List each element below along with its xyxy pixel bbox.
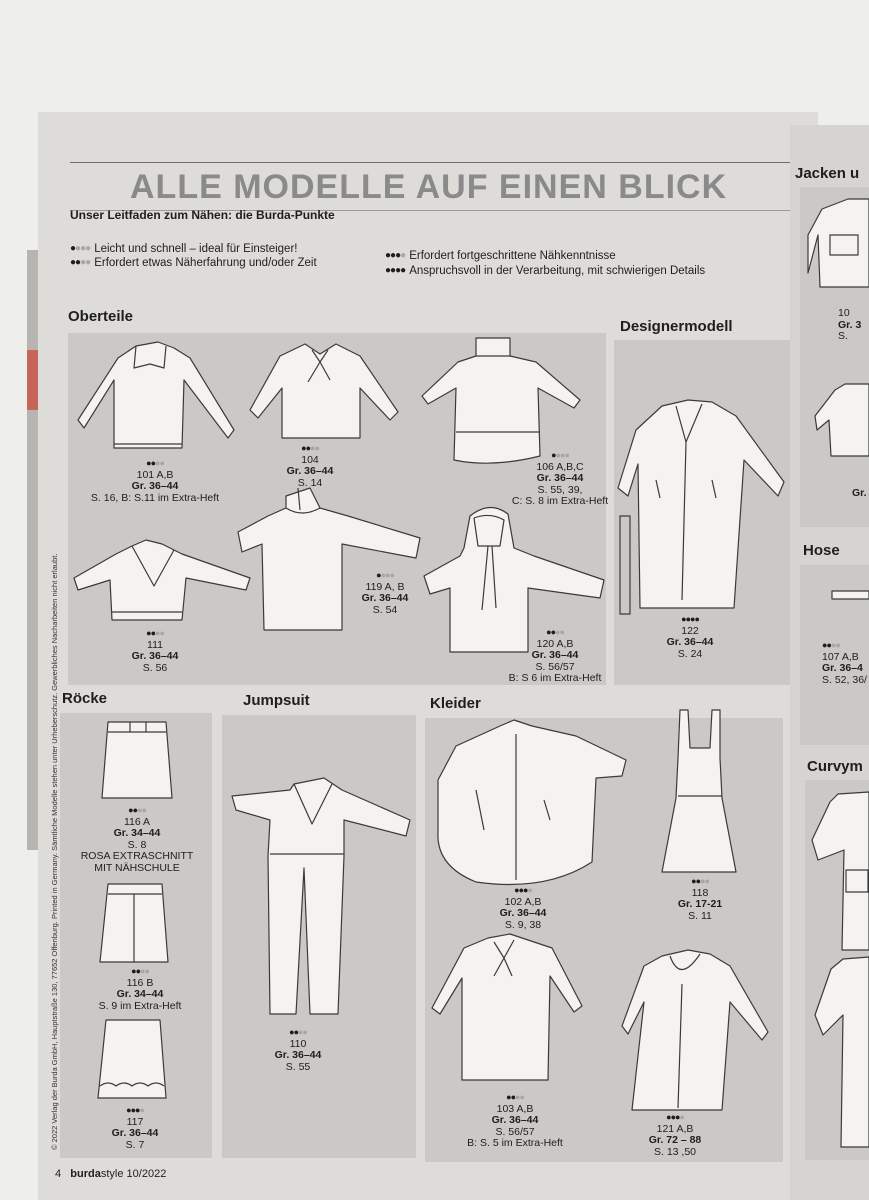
garment-111-sketch xyxy=(74,540,254,628)
dot-filled-icon: ● xyxy=(551,450,556,460)
dot-filled-icon: ● xyxy=(135,966,140,976)
dot-empty-icon: ● xyxy=(515,1092,520,1102)
dot-empty-icon: ● xyxy=(555,450,560,460)
garment-110-sketch xyxy=(232,778,412,1022)
page-footer xyxy=(55,1168,166,1180)
difficulty-dots xyxy=(345,570,425,582)
dot-filled-icon: ● xyxy=(518,885,523,895)
difficulty-dots xyxy=(483,885,563,897)
difficulty-dots xyxy=(385,265,405,276)
dot-empty-icon: ● xyxy=(314,443,319,453)
dot-empty-icon: ● xyxy=(144,966,149,976)
difficulty-dots xyxy=(72,805,202,817)
dot-empty-icon: ● xyxy=(389,570,394,580)
page-subtitle: Unser Leitfaden zum Nähen: die Burda-Punkte xyxy=(70,208,335,222)
garment-104-sketch xyxy=(250,338,400,443)
dot-empty-icon: ● xyxy=(679,1112,684,1122)
dot-filled-icon: ● xyxy=(694,614,699,624)
dot-empty-icon: ● xyxy=(298,1027,303,1037)
dot-filled-icon: ● xyxy=(146,628,151,638)
label-model-121: ●●●● 121 A,B Gr. 72 – 88 S. 13 ,50 xyxy=(635,1112,715,1158)
difficulty-dots xyxy=(385,250,405,261)
dot-filled-icon: ● xyxy=(301,443,306,453)
dot-filled-icon: ● xyxy=(666,1112,671,1122)
dot-empty-icon: ● xyxy=(700,876,705,886)
difficulty-dots xyxy=(110,628,200,640)
garment-101-sketch xyxy=(78,338,238,456)
label-model-118: ●●●● 118 Gr. 17-21 S. 11 xyxy=(660,876,740,922)
dot-filled-icon: ● xyxy=(400,265,406,276)
dot-empty-icon: ● xyxy=(155,628,160,638)
dot-filled-icon: ● xyxy=(376,570,381,580)
dot-filled-icon: ● xyxy=(690,614,695,624)
page-title: ALLE MODELLE AUF EINEN BLICK xyxy=(130,168,728,206)
dot-filled-icon: ● xyxy=(305,443,310,453)
dot-filled-icon: ● xyxy=(510,1092,515,1102)
dot-empty-icon: ● xyxy=(555,627,560,637)
background-strip xyxy=(27,250,38,850)
garment-curvy-dress-partial xyxy=(815,955,869,1150)
dot-filled-icon: ● xyxy=(75,257,81,268)
dot-empty-icon: ● xyxy=(141,805,146,815)
dot-filled-icon: ● xyxy=(390,250,396,261)
dot-empty-icon: ● xyxy=(400,250,406,261)
section-oberteile: Oberteile xyxy=(68,308,134,325)
dot-empty-icon: ● xyxy=(75,243,81,254)
title-rule-top xyxy=(70,162,790,163)
dot-filled-icon: ● xyxy=(826,640,831,650)
difficulty-dots xyxy=(490,450,630,462)
difficulty-dots xyxy=(495,627,615,639)
section-roecke: Röcke xyxy=(62,690,108,707)
legend-item-2: ●●●● Erfordert etwas Näherfahrung und/oder Zeit xyxy=(70,257,317,269)
dot-empty-icon: ● xyxy=(155,458,160,468)
dot-filled-icon: ● xyxy=(685,614,690,624)
dot-empty-icon: ● xyxy=(560,450,565,460)
dot-filled-icon: ● xyxy=(385,250,391,261)
legend-item-1: ●●●● Leicht und schnell – ideal für Einsteiger! xyxy=(70,243,298,255)
dot-filled-icon: ● xyxy=(390,265,396,276)
label-model-116a: ●●●● 116 A Gr. 34–44 S. 8 ROSA EXTRASCHNITT MIT NÄHSCHULE xyxy=(72,805,202,874)
dot-filled-icon: ● xyxy=(681,614,686,624)
dot-filled-icon: ● xyxy=(135,1105,140,1115)
brand-name: style xyxy=(100,1168,124,1180)
garment-121-sketch xyxy=(622,950,772,1112)
dot-filled-icon: ● xyxy=(146,458,151,468)
dot-filled-icon: ● xyxy=(130,1105,135,1115)
dot-filled-icon: ● xyxy=(126,1105,131,1115)
dot-empty-icon: ● xyxy=(80,257,86,268)
dot-filled-icon: ● xyxy=(70,257,76,268)
dot-empty-icon: ● xyxy=(159,458,164,468)
copyright-notice: © 2022 Verlag der Burda GmbH, Hauptstraße 130, 77652 Offenburg. Printed in Germany. Sämtliche Modelle stehen unter Urheberschutz. Gewerbliches Nacharbeiten nicht erlaubt. xyxy=(50,553,59,1150)
garment-118-sketch xyxy=(660,708,740,874)
difficulty-dots xyxy=(70,243,90,254)
dot-empty-icon: ● xyxy=(137,805,142,815)
dot-empty-icon: ● xyxy=(310,443,315,453)
dot-empty-icon: ● xyxy=(85,243,91,254)
dot-filled-icon: ● xyxy=(131,966,136,976)
background-strip-red xyxy=(27,350,38,410)
label-model-106: ●●●● 106 A,B,C Gr. 36–44 S. 55, 39, C: S. 8 im Extra-Heft xyxy=(490,450,630,508)
dot-filled-icon: ● xyxy=(70,243,76,254)
brand-bold: burda xyxy=(70,1168,101,1180)
label-model-side-2: Gr. xyxy=(852,487,867,499)
dot-empty-icon: ● xyxy=(519,1092,524,1102)
garment-116b-sketch xyxy=(98,880,174,964)
difficulty-dots xyxy=(270,443,350,455)
dot-empty-icon: ● xyxy=(527,885,532,895)
dot-filled-icon: ● xyxy=(150,458,155,468)
dot-filled-icon: ● xyxy=(132,805,137,815)
dot-filled-icon: ● xyxy=(395,250,401,261)
difficulty-dots xyxy=(655,614,725,626)
dot-filled-icon: ● xyxy=(550,627,555,637)
label-model-111: ●●●● 111 Gr. 36–44 S. 56 xyxy=(110,628,200,674)
difficulty-dots xyxy=(822,640,869,652)
dot-filled-icon: ● xyxy=(670,1112,675,1122)
difficulty-dots xyxy=(635,1112,715,1124)
label-model-120: ●●●● 120 A,B Gr. 36–44 S. 56/57 B: S 6 im Extra-Heft xyxy=(495,627,615,685)
label-model-101: ●●●● 101 A,B Gr. 36–44 S. 16, B: S.11 im Extra-Heft xyxy=(70,458,240,504)
dot-filled-icon: ● xyxy=(523,885,528,895)
label-model-107: ●●●● 107 A,B Gr. 36–4 S. 52, 36/ xyxy=(822,640,869,686)
garment-top-partial xyxy=(815,380,869,460)
dot-filled-icon: ● xyxy=(289,1027,294,1037)
dot-filled-icon: ● xyxy=(293,1027,298,1037)
dot-empty-icon: ● xyxy=(140,966,145,976)
dot-filled-icon: ● xyxy=(385,265,391,276)
dot-empty-icon: ● xyxy=(80,243,86,254)
section-hose: Hose xyxy=(803,542,840,559)
difficulty-dots xyxy=(70,257,90,268)
difficulty-dots xyxy=(80,966,200,978)
label-model-side-1: 10 Gr. 3 S. xyxy=(838,307,862,342)
dot-empty-icon: ● xyxy=(704,876,709,886)
dot-filled-icon: ● xyxy=(691,876,696,886)
label-model-119: ●●●● 119 A, B Gr. 36–44 S. 54 xyxy=(345,570,425,616)
dot-empty-icon: ● xyxy=(139,1105,144,1115)
garment-103-sketch xyxy=(432,934,586,1084)
label-model-110: ●●●● 110 Gr. 36–44 S. 55 xyxy=(258,1027,338,1073)
section-kleider: Kleider xyxy=(430,695,481,712)
dot-empty-icon: ● xyxy=(385,570,390,580)
label-model-103: ●●●● 103 A,B Gr. 36–44 S. 56/57 B: S. 5 im Extra-Heft xyxy=(455,1092,575,1150)
garment-122-sketch xyxy=(616,400,788,610)
label-model-104: ●●●● 104 Gr. 36–44 S. 14 xyxy=(270,443,350,489)
garment-106-sketch xyxy=(422,336,582,466)
label-model-116b: ●●●● 116 B Gr. 34–44 S. 9 im Extra-Heft xyxy=(80,966,200,1012)
section-jumpsuit: Jumpsuit xyxy=(243,692,310,709)
garment-curvy-partial xyxy=(812,790,869,952)
label-model-117: ●●●● 117 Gr. 36–44 S. 7 xyxy=(95,1105,175,1151)
dot-empty-icon: ● xyxy=(380,570,385,580)
issue-number: 10/2022 xyxy=(126,1168,167,1180)
dot-filled-icon: ● xyxy=(695,876,700,886)
garment-belt-partial xyxy=(832,588,869,604)
dot-empty-icon: ● xyxy=(830,640,836,650)
dot-filled-icon: ● xyxy=(822,640,827,650)
legend-item-4: ●●●● Anspruchsvoll in der Verarbeitung, mit schwierigen Details xyxy=(385,265,706,277)
label-model-122: ●●●● 122 Gr. 36–44 S. 24 xyxy=(655,614,725,660)
difficulty-dots xyxy=(258,1027,338,1039)
difficulty-dots xyxy=(70,458,240,470)
garment-116a-sketch xyxy=(100,718,176,802)
dot-empty-icon: ● xyxy=(564,450,569,460)
dot-filled-icon: ● xyxy=(546,627,551,637)
dot-filled-icon: ● xyxy=(675,1112,680,1122)
difficulty-dots xyxy=(455,1092,575,1104)
dot-filled-icon: ● xyxy=(395,265,401,276)
page-number: 4 xyxy=(55,1168,62,1180)
garment-102-sketch xyxy=(436,720,630,890)
difficulty-dots xyxy=(95,1105,175,1117)
legend-item-3: ●●●● Erfordert fortgeschrittene Nähkenntnisse xyxy=(385,250,616,262)
dot-empty-icon: ● xyxy=(302,1027,307,1037)
section-curvy: Curvym xyxy=(807,758,863,775)
dot-empty-icon: ● xyxy=(835,640,840,650)
dot-empty-icon: ● xyxy=(159,628,164,638)
dot-filled-icon: ● xyxy=(506,1092,511,1102)
label-model-102: ●●●● 102 A,B Gr. 36–44 S. 9, 38 xyxy=(483,885,563,931)
difficulty-dots xyxy=(660,876,740,888)
garment-117-sketch xyxy=(96,1018,172,1104)
dot-filled-icon: ● xyxy=(150,628,155,638)
dot-empty-icon: ● xyxy=(85,257,91,268)
dot-empty-icon: ● xyxy=(559,627,564,637)
dot-filled-icon: ● xyxy=(514,885,519,895)
section-jacken: Jacken u xyxy=(795,165,860,182)
dot-filled-icon: ● xyxy=(128,805,133,815)
section-designermodell: Designermodell xyxy=(620,318,733,335)
garment-jacket-partial xyxy=(808,195,869,295)
